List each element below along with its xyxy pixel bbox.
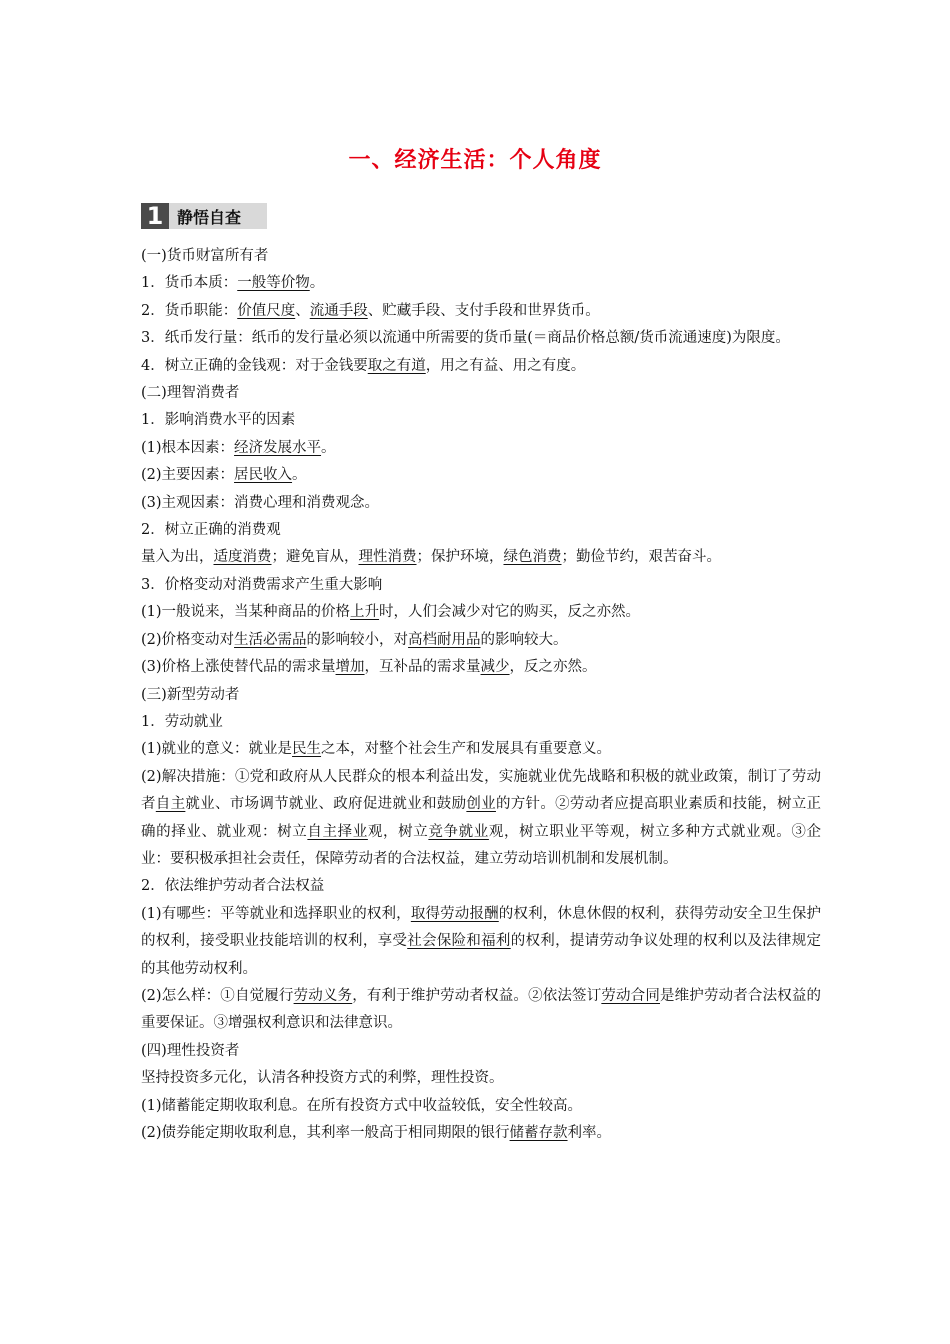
text-run: 。 [321, 439, 336, 456]
underlined-term: 自主 [155, 796, 186, 813]
underlined-term: 劳动义务 [293, 987, 353, 1004]
underlined-term: 减少 [480, 659, 510, 676]
paragraph [141, 709, 821, 736]
paragraph [141, 983, 821, 1038]
paragraph [141, 407, 821, 434]
paragraph [141, 1093, 821, 1120]
underlined-term: 民生 [292, 741, 322, 758]
paragraph [141, 1120, 821, 1147]
text-run: (1)就业的意义：就业是 [141, 741, 293, 758]
paragraph [141, 270, 821, 297]
underlined-term: 理性消费 [358, 549, 417, 566]
text-run: (2)解决措施：①党和政府从人民群众的根本利益出发，实施就业优先战略和积极的就业政策，制订了劳动者 [141, 768, 821, 813]
paragraph [141, 682, 821, 709]
paragraph [141, 901, 821, 983]
text-run: (1)有哪些：平等就业和选择职业的权利， [141, 905, 411, 922]
text-run: (2)主要因素： [141, 467, 235, 484]
section-header [141, 203, 267, 229]
underlined-term: 价值尺度 [237, 302, 296, 319]
underlined-term: 创业 [466, 796, 496, 813]
text-run: (三)新型劳动者 [141, 686, 240, 703]
section-number: 1 [141, 203, 169, 229]
text-run: 的权利，休息休假的权利，获得劳动安全卫生保护的权利，接受职业技能培训的权利，享受 [141, 905, 822, 950]
paragraph [141, 873, 821, 900]
text-run: ，用之有益、用之有度。 [425, 357, 586, 374]
text-run: 2．货币职能： [141, 302, 238, 319]
text-run: ；保护环境， [416, 549, 504, 566]
text-run: 3．价格变动对消费需求产生重大影响 [141, 576, 383, 593]
paragraph [141, 462, 821, 489]
paragraph [141, 572, 821, 599]
underlined-term: 储蓄存款 [509, 1125, 568, 1141]
text-run: 坚持投资多元化，认清各种投资方式的利弊，理性投资。 [141, 1070, 504, 1087]
underlined-term: 经济发展水平 [234, 439, 322, 456]
text-run: ，有利于维护劳动者权益。②依法签订 [352, 987, 602, 1004]
text-run: ；避免盲从， [271, 549, 359, 566]
text-run: 之本，对整个社会生产和发展具有重要意义。 [321, 741, 612, 758]
text-run: ；勤俭节约，艰苦奋斗。 [561, 549, 721, 566]
text-run: 观，树立职业平等观，树立多种方式就业观。③企业：要积极承担社会责任，保障劳动者的合法权益，建立劳动培训机制和发展机制。 [141, 823, 821, 867]
paragraph [141, 627, 821, 654]
underlined-term: 居民收入 [234, 467, 293, 484]
text-run: (1)储蓄能定期收取利息。在所有投资方式中收益较低，安全性较高。 [141, 1097, 583, 1114]
underlined-term: 社会保险和福利 [407, 933, 511, 950]
underlined-term: 取之有道 [367, 357, 426, 374]
underlined-term: 竞争就业 [428, 823, 489, 840]
text-run: 利率。 [567, 1125, 612, 1141]
text-run: 1．货币本质： [141, 275, 238, 292]
text-run: (一)货币财富所有者 [141, 248, 269, 264]
text-run: 时，人们会减少对它的购买，反之亦然。 [379, 604, 641, 621]
content-body [141, 243, 821, 1147]
paragraph [141, 736, 821, 763]
text-run: 4．树立正确的金钱观：对于金钱要 [141, 357, 368, 374]
text-run: 观，树立 [367, 823, 429, 840]
text-run: (1)根本因素： [141, 439, 235, 456]
text-run: 就业、市场调节就业、政府促进就业和鼓励 [185, 796, 467, 813]
text-run: 。 [309, 275, 325, 292]
paragraph [141, 435, 821, 462]
text-run: 的权利，提请劳动争议处理的权利以及法律规定的其他劳动权利。 [141, 933, 822, 977]
paragraph [141, 490, 821, 517]
underlined-term: 绿色消费 [503, 549, 562, 566]
paragraph [141, 380, 821, 407]
text-run: (2)怎么样：①自觉履行 [141, 987, 294, 1004]
paragraph [141, 517, 821, 544]
text-run: 量入为出， [141, 549, 214, 566]
underlined-term: 一般等价物 [237, 275, 310, 292]
underlined-term: 劳动合同 [601, 987, 660, 1004]
underlined-term: 增加 [335, 659, 365, 676]
underlined-term: 适度消费 [213, 549, 272, 566]
underlined-term: 上升 [350, 604, 380, 621]
text-run: (二)理智消费者 [141, 385, 240, 402]
text-run: (2)债券能定期收取利息，其利率一般高于相同期限的银行 [141, 1125, 510, 1141]
paragraph [141, 599, 821, 626]
paragraph [141, 243, 821, 270]
text-run: (2)价格变动对 [141, 631, 235, 648]
section-label: 静悟自查 [169, 203, 267, 229]
paragraph [141, 544, 821, 571]
underlined-term: 自主择业 [307, 823, 368, 840]
text-run: 、贮藏手段、支付手段和世界货币。 [367, 302, 600, 319]
text-run: 2．树立正确的消费观 [141, 522, 281, 539]
underlined-term: 流通手段 [309, 302, 368, 319]
text-run: (四)理性投资者 [141, 1042, 240, 1059]
underlined-term: 取得劳动报酬 [410, 905, 499, 922]
text-run: (3)主观因素：消费心理和消费观念。 [141, 494, 380, 511]
text-run: 的影响较大。 [480, 631, 568, 648]
paragraph [141, 325, 821, 352]
underlined-term: 生活必需品 [234, 631, 307, 648]
paragraph [141, 353, 821, 380]
paragraph [141, 1065, 821, 1092]
paragraph [141, 764, 821, 874]
text-run: ，反之亦然。 [509, 659, 597, 676]
text-run: 3．纸币发行量：纸币的发行量必须以流通中所需要的货币量(＝商品价格总额/货币流通速度)为限度。 [141, 330, 790, 347]
text-run: 、 [295, 302, 310, 319]
paragraph [141, 1038, 821, 1065]
underlined-term: 高档耐用品 [408, 631, 481, 648]
paragraph [141, 654, 821, 681]
text-run: 1．劳动就业 [141, 713, 223, 730]
text-run: 。 [292, 467, 307, 484]
text-run: 1．影响消费水平的因素 [141, 412, 296, 429]
paragraph [141, 298, 821, 325]
text-run: 是维护劳动者合法权益的重要保证。③增强权利意识和法律意识。 [141, 987, 822, 1032]
text-run: 2．依法维护劳动者合法权益 [141, 878, 325, 895]
text-run: ，互补品的需求量 [364, 659, 481, 676]
text-run: (1)一般说来，当某种商品的价格 [141, 604, 351, 621]
page-title: 一、经济生活：个人角度 [348, 148, 602, 173]
text-run: (3)价格上涨使替代品的需求量 [141, 659, 336, 676]
text-run: 的影响较小，对 [306, 631, 409, 648]
text-run: 的方针。②劳动者应提高职业素质和技能，树立正确的择业、就业观：树立 [141, 796, 822, 840]
